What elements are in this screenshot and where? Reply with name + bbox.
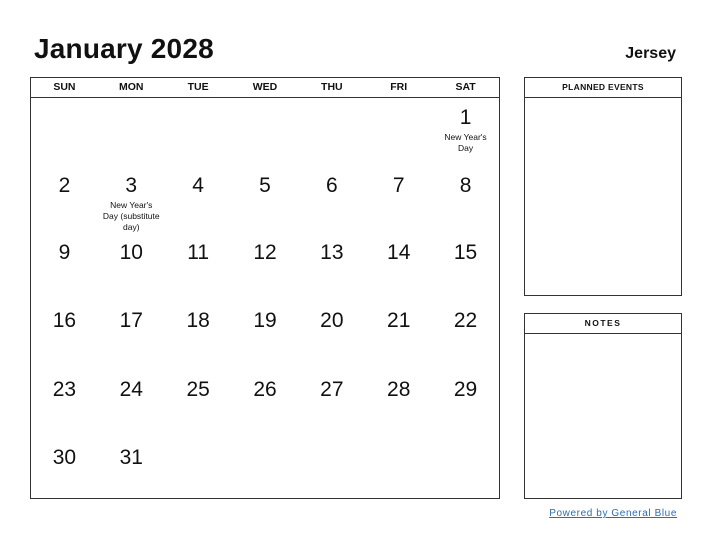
holiday-label: New Year's Day (substitute day) (102, 200, 160, 232)
notes-panel (524, 313, 682, 499)
day-number: 8 (459, 174, 472, 197)
day-cell (232, 98, 299, 166)
day-cell (232, 301, 299, 370)
day-cell (232, 233, 299, 301)
day-cell (165, 370, 232, 438)
day-cell (31, 166, 98, 233)
day-cell (98, 438, 165, 498)
weekday-tue: TUE (187, 81, 209, 93)
day-number: 12 (253, 241, 277, 264)
day-cell (432, 233, 499, 301)
region-label: Jersey (625, 45, 676, 62)
day-cell (98, 233, 165, 301)
day-number: 24 (119, 378, 143, 401)
notes-heading: NOTES (525, 314, 681, 334)
day-cell (432, 370, 499, 438)
day-cell (31, 370, 98, 438)
day-cell (98, 370, 165, 438)
weekday-mon: MON (119, 81, 144, 93)
day-number: 3 (125, 174, 138, 197)
day-cell (365, 301, 432, 370)
day-number: 20 (320, 309, 344, 332)
day-cell (365, 438, 432, 498)
day-cell (232, 370, 299, 438)
day-number: 19 (253, 309, 277, 332)
day-cell (365, 370, 432, 438)
day-cell (298, 233, 365, 301)
day-cell (298, 301, 365, 370)
day-number: 25 (186, 378, 210, 401)
day-number: 4 (192, 174, 204, 197)
weekday-thu: THU (321, 81, 343, 93)
day-number: 16 (52, 309, 77, 332)
day-cell (298, 98, 365, 166)
day-number: 28 (387, 378, 411, 401)
weekday-sat: SAT (455, 81, 476, 93)
calendar-grid (30, 77, 500, 499)
day-cell (165, 438, 232, 498)
day-number: 27 (320, 378, 344, 401)
day-number: 11 (187, 241, 210, 264)
day-number: 30 (52, 446, 77, 469)
day-cell (31, 98, 98, 166)
day-cell (165, 166, 232, 233)
weekday-fri: FRI (390, 81, 408, 93)
powered-by-link[interactable]: Powered by General Blue (549, 508, 677, 519)
weekday-header-row (31, 78, 499, 98)
day-number: 10 (119, 241, 143, 264)
day-cell (232, 166, 299, 233)
day-cell (98, 301, 165, 370)
day-cell (31, 301, 98, 370)
day-number: 21 (387, 309, 411, 332)
planned-events-heading: PLANNED EVENTS (525, 78, 681, 98)
day-cell (432, 166, 499, 233)
day-number: 18 (186, 309, 210, 332)
day-cell (165, 98, 232, 166)
day-number: 31 (119, 446, 143, 469)
day-number: 7 (392, 174, 405, 197)
day-number: 29 (453, 378, 478, 401)
day-cell (232, 438, 299, 498)
day-number: 2 (58, 174, 71, 197)
day-cell (98, 166, 165, 233)
day-number: 9 (58, 241, 71, 264)
weekday-wed: WED (252, 81, 278, 93)
day-cell (365, 98, 432, 166)
day-number: 13 (320, 241, 344, 264)
day-cell (365, 166, 432, 233)
day-number: 5 (259, 174, 271, 197)
day-cell (31, 233, 98, 301)
holiday-label: New Year's Day (444, 132, 487, 153)
day-cell (165, 233, 232, 301)
day-cell (432, 438, 499, 498)
day-cell (98, 98, 165, 166)
day-cell (298, 438, 365, 498)
day-cell (432, 301, 499, 370)
day-number: 15 (453, 241, 478, 264)
weekday-sun: SUN (53, 81, 76, 93)
day-number: 14 (387, 241, 411, 264)
day-number: 6 (326, 174, 338, 197)
day-cell (298, 370, 365, 438)
day-cell (31, 438, 98, 498)
day-cell (365, 233, 432, 301)
day-number: 1 (459, 106, 472, 129)
day-cell (432, 98, 499, 166)
page-title: January 2028 (34, 33, 214, 64)
day-cell (165, 301, 232, 370)
day-number: 26 (253, 378, 277, 401)
day-number: 23 (52, 378, 77, 401)
day-number: 17 (119, 309, 143, 332)
day-cell (298, 166, 365, 233)
day-grid (31, 98, 499, 498)
day-number: 22 (453, 309, 478, 332)
planned-events-panel (524, 77, 682, 296)
